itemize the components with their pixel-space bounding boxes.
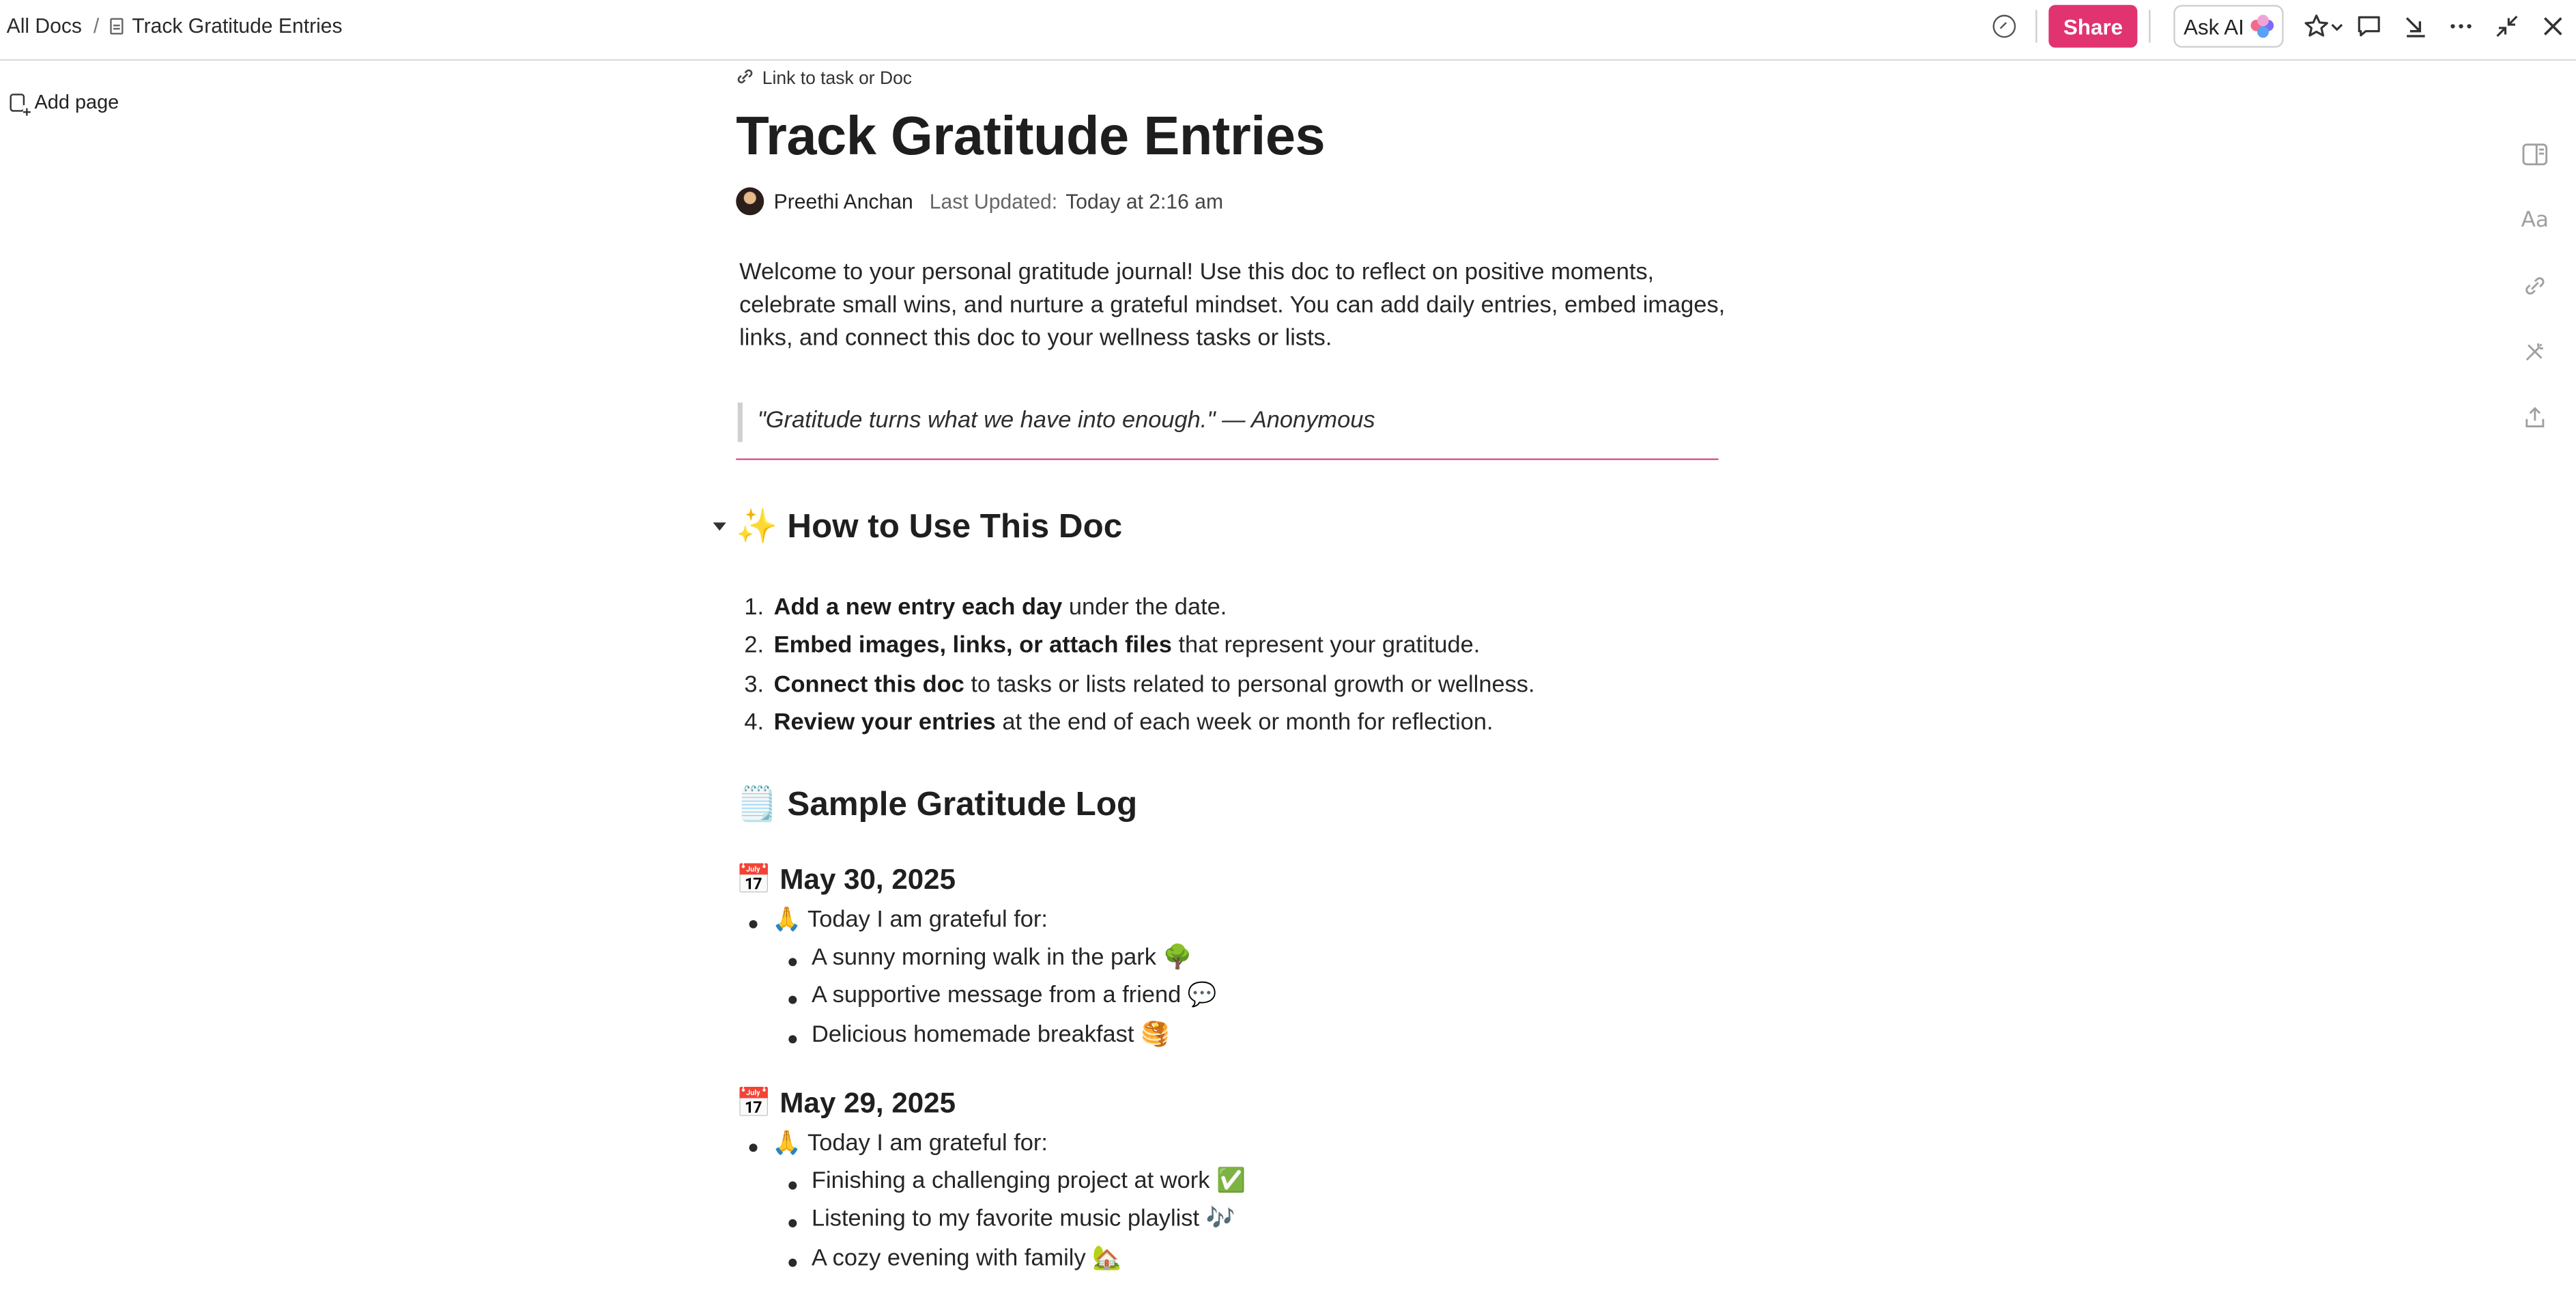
doc-status-icon[interactable] (1993, 15, 2016, 38)
more-options-icon[interactable] (2438, 3, 2484, 49)
list-item[interactable] (736, 1245, 1246, 1283)
list-number: 1. (744, 595, 764, 621)
ask-ai-label: Ask AI (2184, 14, 2244, 39)
blockquote[interactable] (736, 403, 1718, 460)
magic-wand-icon[interactable] (2519, 335, 2551, 368)
author-name[interactable]: Preethi Anchan (773, 189, 913, 213)
link-to-task-label: Link to task or Doc (762, 69, 913, 89)
export-icon[interactable] (2519, 401, 2551, 433)
bullet (749, 920, 758, 928)
last-updated-value: Today at 2:16 am (1065, 189, 1224, 213)
collapse-caret-icon[interactable] (713, 522, 726, 530)
entry-date-heading[interactable]: 📅 May 30, 2025 (736, 862, 956, 896)
list-item[interactable] (736, 1207, 1246, 1245)
section-heading-text: ✨ How to Use This Doc (736, 507, 1123, 546)
section-heading-log[interactable]: 🗒️ Sample Gratitude Log (736, 785, 1138, 823)
entry-intro: 🙏 Today I am grateful for: (772, 1130, 1048, 1157)
toolbar (1993, 0, 2576, 53)
top-bar (0, 0, 2576, 61)
list-item[interactable] (736, 983, 1216, 1021)
quote-bar (738, 403, 743, 442)
entry-list (736, 1131, 1246, 1283)
list-item[interactable] (736, 1021, 1216, 1060)
list-item[interactable] (736, 945, 1216, 983)
bullet (788, 1034, 797, 1042)
breadcrumb-separator: / (93, 14, 100, 38)
collapse-icon[interactable] (2484, 3, 2530, 49)
step-bold-text: Review your entries (773, 710, 996, 737)
entry-list (736, 907, 1216, 1060)
bullet (788, 996, 797, 1004)
step-bold-text: Add a new entry each day (773, 595, 1063, 621)
step-text: to tasks or lists related to personal growth or wellness. (964, 671, 1535, 698)
breadcrumb-current-doc[interactable]: Track Gratitude Entries (132, 14, 343, 38)
breadcrumb (7, 0, 343, 53)
bullet (788, 1258, 797, 1266)
section-heading-how-to[interactable] (736, 508, 1122, 548)
page-title[interactable]: Track Gratitude Entries (736, 105, 1326, 167)
step-bold-text: Connect this doc (773, 671, 964, 698)
entry-item: Finishing a challenging project at work ✅ (812, 1168, 1246, 1195)
link-icon[interactable] (2519, 270, 2551, 302)
share-button[interactable]: Share (2048, 5, 2137, 48)
list-item[interactable] (736, 1169, 1246, 1207)
breadcrumb-all-docs[interactable]: All Docs (6, 14, 82, 38)
steps-list (736, 595, 1534, 748)
entry-item: A cozy evening with family 🏡 (812, 1245, 1122, 1271)
doc-meta (736, 187, 1223, 215)
intro-paragraph[interactable]: Welcome to your personal gratitude journal! Use this doc to reflect on positive moments, celebrate small wins, and nurture a grateful mindset. You can add daily entries, embed images, links, and connect this doc to your wellness tasks or lists. (739, 259, 1726, 352)
bullet (749, 1143, 758, 1152)
list-number: 3. (744, 671, 764, 698)
last-updated-label: Last Updated: (929, 189, 1058, 213)
entry-date-heading[interactable]: 📅 May 29, 2025 (736, 1085, 956, 1120)
list-number: 4. (744, 710, 764, 737)
quote-text: "Gratitude turns what we have into enough." — Anonymous (757, 407, 1375, 434)
step-text: at the end of each week or month for reflection. (995, 710, 1493, 737)
toolbar-divider (2035, 10, 2037, 42)
add-page-icon (10, 93, 25, 111)
step-text: under the date. (1062, 595, 1227, 621)
close-icon[interactable] (2530, 3, 2576, 49)
ai-sparkle-icon (2250, 15, 2274, 38)
entry-item: Delicious homemade breakfast 🥞 (812, 1021, 1170, 1048)
bullet (788, 1220, 797, 1228)
sidebar-panel-icon[interactable] (2519, 138, 2551, 171)
list-item[interactable] (736, 672, 1534, 710)
list-item[interactable] (736, 634, 1534, 672)
link-icon (736, 68, 754, 91)
bullet (788, 958, 797, 967)
right-rail (2519, 138, 2551, 466)
entry-item: A supportive message from a friend 💬 (812, 983, 1217, 1010)
add-page-button[interactable] (10, 90, 119, 113)
chevron-down-icon[interactable] (2326, 3, 2346, 49)
entry-item: A sunny morning walk in the park 🌳 (812, 945, 1192, 971)
link-to-task-button[interactable] (736, 68, 912, 91)
step-text: that represent your gratitude. (1171, 633, 1480, 660)
list-item[interactable] (736, 907, 1216, 946)
step-bold-text: Embed images, links, or attach files (773, 633, 1172, 660)
avatar[interactable] (736, 187, 764, 215)
list-item[interactable] (736, 595, 1534, 633)
list-number: 2. (744, 633, 764, 660)
entry-item: Listening to my favorite music playlist 🎶 (812, 1206, 1235, 1234)
toolbar-divider (2149, 10, 2151, 42)
text-format-icon[interactable]: Aa (2521, 208, 2549, 233)
list-item[interactable] (736, 710, 1534, 748)
list-item[interactable] (736, 1131, 1246, 1169)
comment-icon[interactable] (2346, 3, 2392, 49)
ask-ai-button[interactable] (2174, 5, 2284, 48)
add-page-label: Add page (34, 90, 119, 114)
document-icon (111, 18, 124, 34)
entry-intro: 🙏 Today I am grateful for: (772, 907, 1048, 934)
download-arrow-icon[interactable] (2392, 3, 2437, 49)
bullet (788, 1182, 797, 1190)
